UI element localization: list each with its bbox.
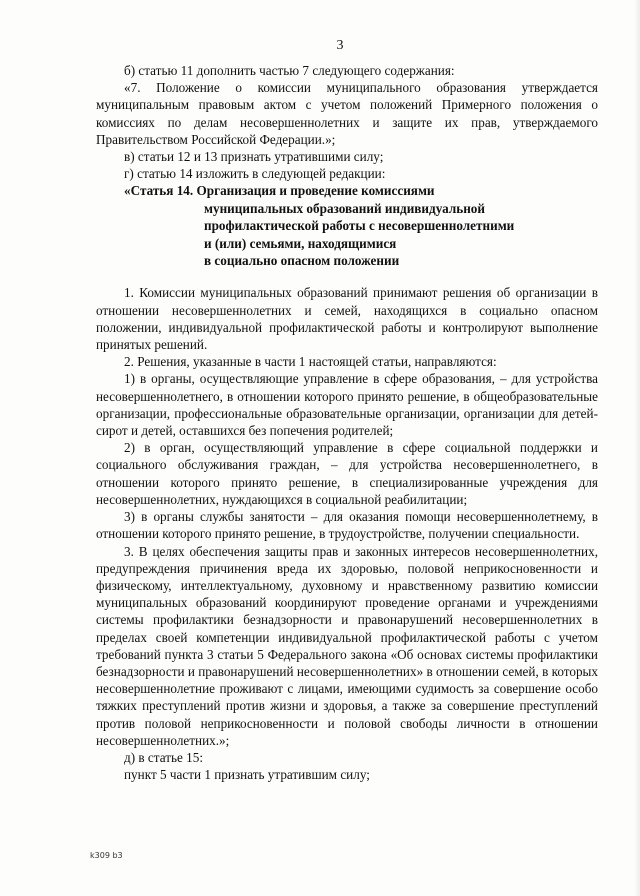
paragraph: 3) в органы службы занятости – для оказания помощи несовершеннолетнему, в отношении которого принято решение, в трудоустройстве, получении специальности.: [96, 509, 598, 542]
paragraph: д) в статье 15:: [124, 749, 203, 765]
paragraph: в) статьи 12 и 13 признать утратившими силу;: [124, 149, 384, 165]
paragraph: 2) в орган, осуществляющий управление в сфере социальной поддержки и социального обслуживания граждан, – для устройства несовершеннолетнего, в отношении которого принято решение, в специализированные учреждения для несовершеннолетних, нуждающихся в социальной реабилитации;: [96, 440, 598, 507]
paragraph: г) статью 14 изложить в следующей редакции:: [124, 166, 386, 182]
document-code: k309 b3: [90, 851, 123, 860]
spacer: [96, 269, 598, 284]
paragraph: 3. В целях обеспечения защиты прав и законных интересов несовершеннолетних, предупреждения причинения вреда их здоровью, половой неприкосновенности и физическому, интеллектуальному, духовному и нравственному развитию комиссии муниципальных образований координируют проведение органами и учреждениями системы профилактики безнадзорности и правонарушений несовершеннолетних в пределах своей компетенции индивидуальной профилактической работы с учетом требований пункта 3 статьи 5 Федерального закона «Об основах системы профилактики безнадзорности и правонарушений несовершеннолетних» в отношении семей, в которых несовершеннолетние проживают с лицами, имеющими судимость за совершение особо тяжких преступлений против жизни и здоровья, а также за совершение преступлений против половой неприкосновенности и половой свободы личности в отношении несовершеннолетних.»;: [96, 543, 598, 748]
paragraph: «7. Положение о комиссии муниципального образования утверждается муниципальным правовым актом с учетом положений Примерного положения о комиссиях по делам несовершеннолетних и защите их прав, утверждаемого Правительством Российской Федерации.»;: [96, 80, 598, 147]
page-number: 3: [336, 38, 344, 53]
paragraph: 2. Решения, указанные в части 1 настоящей статьи, направляются:: [124, 354, 497, 370]
paragraph: пункт 5 части 1 признать утратившим силу;: [124, 767, 370, 783]
article-title-line: и (или) семьями, находящимися: [204, 235, 397, 251]
article-heading: «Статья 14. Организация и проведение комиссиями: [124, 183, 435, 199]
paragraph: 1) в органы, осуществляющие управление в сфере образования, – для устройства несовершеннолетнего, в отношении которого принято решение, в общеобразовательные организации, профессиональные образовательные организации, организации для детей-сирот и детей, оставшихся без попечения родителей;: [96, 371, 598, 439]
article-title-line: профилактической работы с несовершеннолетними: [204, 218, 515, 234]
article-title: [204, 200, 598, 270]
paragraph: б) статью 11 дополнить частью 7 следующего содержания:: [124, 63, 455, 78]
article-title-line: в социально опасном положении: [204, 253, 400, 269]
scan-edge-shadow: [634, 0, 640, 896]
document-body: [96, 62, 598, 783]
paragraph: 1. Комиссии муниципальных образований принимают решения об организации в отношении несовершеннолетних и семей, находящихся в социально опасном положении, индивидуальной профилактической работы и контролируют выполнение принятых решений.: [96, 285, 598, 353]
article-title-line: муниципальных образований индивидуальной: [204, 200, 485, 216]
